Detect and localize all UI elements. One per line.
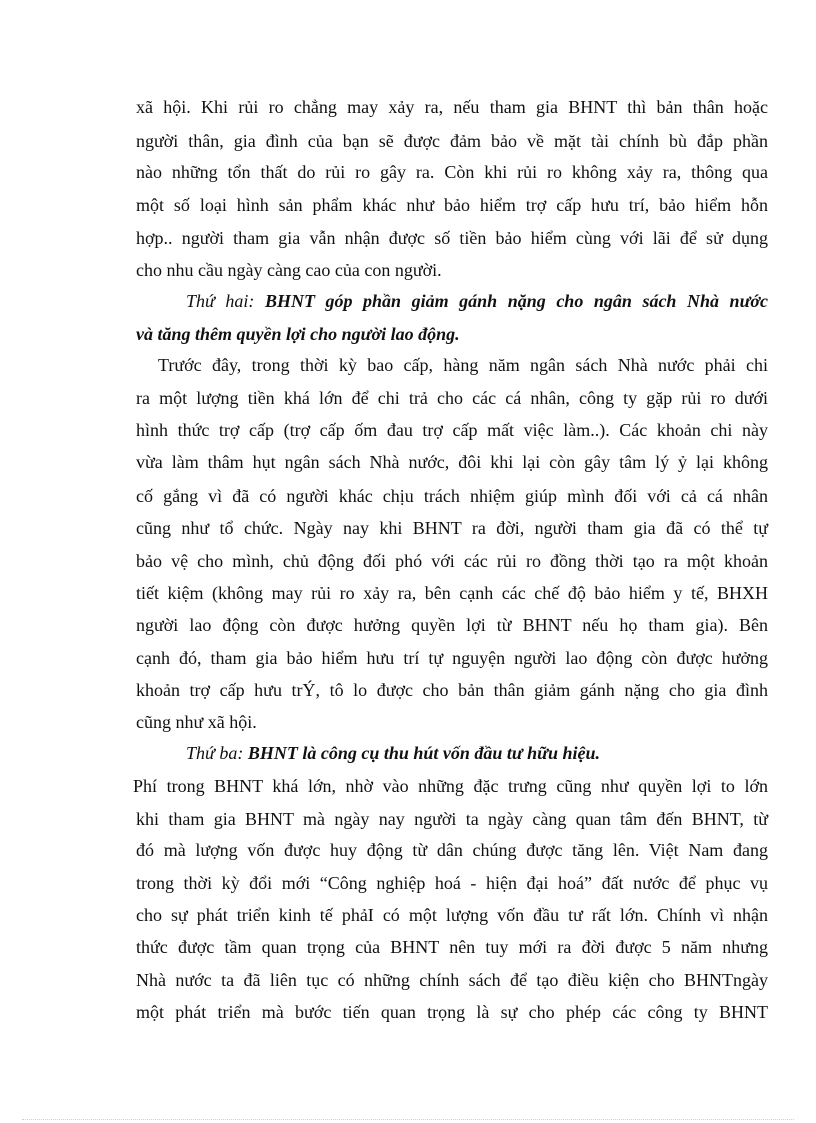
page-bottom-border bbox=[22, 1119, 794, 1120]
body-text-line: ra một lượng tiền khá lớn để chi trả cho các cá nhân, công ty gặp rủi ro dưới bbox=[136, 388, 768, 408]
body-text-line: một số loại hình sản phẩm khác như bảo hiểm trợ cấp hưu trí, bảo hiểm hỗn bbox=[136, 195, 768, 215]
body-text-line: vừa làm thâm hụt ngân sách Nhà nước, đôi khi lại còn gây tâm lý ỷ lại không bbox=[136, 452, 768, 472]
section-heading-line bbox=[186, 741, 600, 765]
body-text-line: đó mà lượng vốn được huy động từ dân chúng được tăng lên. Việt Nam đang bbox=[136, 840, 768, 860]
body-text-line: xã hội. Khi rủi ro chẳng may xảy ra, nếu tham gia BHNT thì bản thân hoặc bbox=[136, 97, 768, 117]
body-text-line: một phát triển mà bước tiến quan trọng là sự cho phép các công ty BHNT bbox=[136, 1002, 768, 1022]
body-text-line: nào những tổn thất do rủi ro gây ra. Còn khi rủi ro không xảy ra, thông qua bbox=[136, 162, 768, 182]
body-text-line: Phí trong BHNT khá lớn, nhờ vào những đặc trưng cũng như quyền lợi to lớn bbox=[133, 776, 768, 796]
body-text-line: cố gắng vì đã có người khác chịu trách nhiệm giúp mình đối với cả cá nhân bbox=[136, 486, 768, 506]
section-heading-lead: Thứ hai: bbox=[186, 291, 265, 311]
body-text-line: cạnh đó, tham gia bảo hiểm hưu trí tự nguyện người lao động còn được hưởng bbox=[136, 648, 768, 668]
body-text-line: cho sự phát triển kinh tế phảI có một lượng vốn đầu tư rất lớn. Chính vì nhận bbox=[136, 905, 768, 925]
section-heading-lead: Thứ ba: bbox=[186, 743, 248, 763]
body-text-line: cho nhu cầu ngày càng cao của con người. bbox=[136, 260, 442, 280]
body-text-line: hợp.. người tham gia vẫn nhận được số tiền bảo hiểm cùng với lãi để sử dụng bbox=[136, 228, 768, 248]
body-text-line: khi tham gia BHNT mà ngày nay người ta ngày càng quan tâm đến BHNT, từ bbox=[136, 809, 768, 829]
body-text-line: tiết kiệm (không may rủi ro xảy ra, bên cạnh các chế độ bảo hiểm y tế, BHXH bbox=[136, 583, 768, 603]
body-text-line: người lao động còn được hưởng quyền lợi từ BHNT nếu họ tham gia). Bên bbox=[136, 615, 768, 635]
section-heading-text: BHNT góp phần giảm gánh nặng cho ngân sách Nhà nước bbox=[264, 291, 769, 311]
section-heading-text: và tăng thêm quyền lợi cho người lao động. bbox=[136, 324, 460, 344]
body-text-line: khoản trợ cấp hưu trÝ, tô lo được cho bản thân giảm gánh nặng cho gia đình bbox=[136, 680, 768, 700]
section-heading-line bbox=[186, 289, 768, 313]
section-heading-text: BHNT là công cụ thu hút vốn đầu tư hữu hiệu. bbox=[247, 743, 600, 763]
body-text-line: bảo vệ cho mình, chủ động đối phó với các rủi ro đồng thời tạo ra một khoản bbox=[136, 551, 768, 571]
section-heading-line bbox=[136, 322, 460, 346]
body-text-line: Trước đây, trong thời kỳ bao cấp, hàng năm ngân sách Nhà nước phải chi bbox=[158, 355, 768, 375]
body-text-line: cũng như tổ chức. Ngày nay khi BHNT ra đời, người tham gia đã có thể tự bbox=[136, 518, 768, 538]
body-text-line: hình thức trợ cấp (trợ cấp ốm đau trợ cấp mất việc làm..). Các khoản chi này bbox=[136, 420, 768, 440]
body-text-line: cũng như xã hội. bbox=[136, 712, 257, 732]
body-text-line: thức được tầm quan trọng của BHNT nên tuy mới ra đời được 5 năm nhưng bbox=[136, 937, 768, 957]
body-text-line: người thân, gia đình của bạn sẽ được đảm bảo về mặt tài chính bù đắp phần bbox=[136, 131, 768, 151]
body-text-line: trong thời kỳ đổi mới “Công nghiệp hoá - hiện đại hoá” đất nước để phục vụ bbox=[136, 873, 768, 893]
body-text-line: Nhà nước ta đã liên tục có những chính sách để tạo điều kiện cho BHNTngày bbox=[136, 970, 768, 990]
